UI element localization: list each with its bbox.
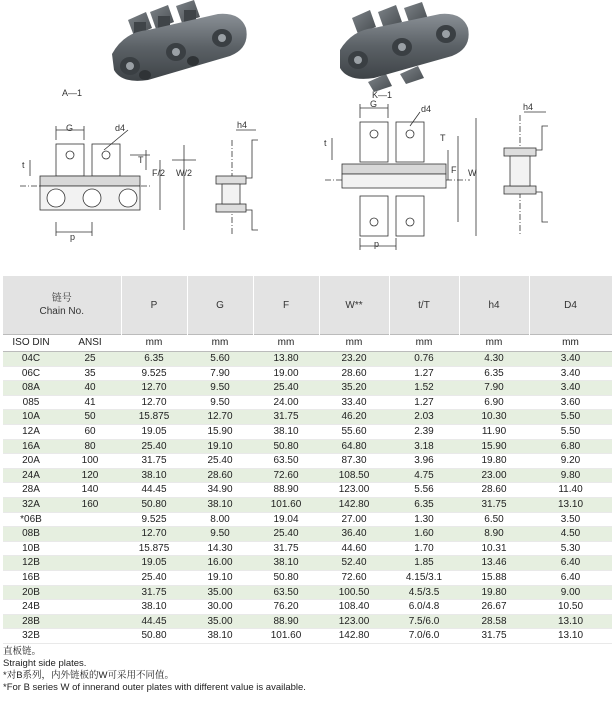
table-cell: 108.50 bbox=[319, 468, 389, 483]
header-h4: h4 bbox=[459, 276, 529, 335]
table-cell bbox=[59, 614, 121, 629]
table-cell: 5.30 bbox=[529, 541, 612, 556]
table-cell: 15.90 bbox=[187, 424, 253, 439]
table-cell: 3.18 bbox=[389, 439, 459, 454]
table-row bbox=[3, 454, 612, 469]
table-cell: 12.70 bbox=[121, 381, 187, 396]
table-cell: 123.00 bbox=[319, 483, 389, 498]
table-cell: 9.00 bbox=[529, 585, 612, 600]
note-line-4: *For B series W of innerand outer plates with different value is available. bbox=[3, 682, 306, 693]
table-cell: 28.60 bbox=[319, 366, 389, 381]
table-cell: 63.50 bbox=[253, 454, 319, 469]
table-cell bbox=[59, 570, 121, 585]
table-cell bbox=[59, 600, 121, 615]
table-cell: 0.76 bbox=[389, 352, 459, 367]
table-cell: 7.0/6.0 bbox=[389, 629, 459, 644]
drawing-k1-side bbox=[504, 112, 548, 236]
table-cell: 11.90 bbox=[459, 424, 529, 439]
table-row bbox=[3, 395, 612, 410]
table-cell: 38.10 bbox=[187, 629, 253, 644]
dim-p-left: p bbox=[70, 232, 76, 242]
table-cell: 46.20 bbox=[319, 410, 389, 425]
table-units-row bbox=[3, 335, 612, 352]
table-cell: 101.60 bbox=[253, 629, 319, 644]
table-cell bbox=[59, 585, 121, 600]
table-cell: 35.00 bbox=[187, 585, 253, 600]
table-cell: 14.30 bbox=[187, 541, 253, 556]
table-cell: 25.40 bbox=[253, 527, 319, 542]
dim-t-right: t bbox=[324, 138, 327, 148]
table-cell: 9.20 bbox=[529, 454, 612, 469]
table-cell: 72.60 bbox=[319, 570, 389, 585]
table-cell: 1.27 bbox=[389, 395, 459, 410]
table-cell: 31.75 bbox=[459, 497, 529, 512]
table-cell: 08A bbox=[3, 381, 59, 396]
table-cell: 1.27 bbox=[389, 366, 459, 381]
table-cell: 24A bbox=[3, 468, 59, 483]
table-cell: 13.80 bbox=[253, 352, 319, 367]
table-cell: 38.10 bbox=[253, 424, 319, 439]
table-row bbox=[3, 439, 612, 454]
table-cell: 33.40 bbox=[319, 395, 389, 410]
table-cell: 9.50 bbox=[187, 527, 253, 542]
technical-drawings bbox=[0, 0, 615, 265]
dim-g-right: G bbox=[370, 99, 378, 109]
table-cell: 31.75 bbox=[459, 629, 529, 644]
unit-cell: ANSI bbox=[59, 335, 121, 352]
table-cell: 41 bbox=[59, 395, 121, 410]
table-cell: 19.10 bbox=[187, 439, 253, 454]
table-cell: 13.10 bbox=[529, 497, 612, 512]
header-f: F bbox=[253, 276, 319, 335]
table-cell: 24.00 bbox=[253, 395, 319, 410]
table-cell: 32B bbox=[3, 629, 59, 644]
table-cell bbox=[59, 527, 121, 542]
table-cell: 19.00 bbox=[253, 366, 319, 381]
table-row bbox=[3, 468, 612, 483]
table-cell: 19.04 bbox=[253, 512, 319, 527]
header-chain-no-cn: 链号 bbox=[51, 293, 72, 304]
table-cell: 4.75 bbox=[389, 468, 459, 483]
table-cell: 1.30 bbox=[389, 512, 459, 527]
table-cell: 7.90 bbox=[187, 366, 253, 381]
dim-f-right: F bbox=[451, 165, 457, 175]
table-row bbox=[3, 410, 612, 425]
drawings-svg bbox=[0, 0, 615, 265]
table-row bbox=[3, 352, 612, 367]
dim-p-right: p bbox=[374, 239, 380, 249]
unit-cell: mm bbox=[529, 335, 612, 352]
table-cell: 13.10 bbox=[529, 614, 612, 629]
table-cell: 142.80 bbox=[319, 629, 389, 644]
chain-photo-a1 bbox=[112, 0, 247, 81]
table-cell: 4.5/3.5 bbox=[389, 585, 459, 600]
dim-g-left: G bbox=[66, 123, 74, 133]
figure-label-k1: K—1 bbox=[372, 90, 393, 100]
table-cell: 23.20 bbox=[319, 352, 389, 367]
table-cell: 10.30 bbox=[459, 410, 529, 425]
table-cell: 13.46 bbox=[459, 556, 529, 571]
table-row bbox=[3, 381, 612, 396]
table-cell: 28.58 bbox=[459, 614, 529, 629]
table-cell: 3.50 bbox=[529, 512, 612, 527]
note-line-2: Straight side plates. bbox=[3, 658, 87, 669]
table-cell: 23.00 bbox=[459, 468, 529, 483]
table-cell: 7.90 bbox=[459, 381, 529, 396]
table-cell: 3.40 bbox=[529, 352, 612, 367]
table-cell: 5.50 bbox=[529, 424, 612, 439]
table-cell: 8.00 bbox=[187, 512, 253, 527]
table-cell: 88.90 bbox=[253, 614, 319, 629]
table-cell: 6.35 bbox=[459, 366, 529, 381]
header-w: W** bbox=[319, 276, 389, 335]
table-cell: 8.90 bbox=[459, 527, 529, 542]
table-cell: 10.31 bbox=[459, 541, 529, 556]
table-cell: 38.10 bbox=[253, 556, 319, 571]
table-cell: 120 bbox=[59, 468, 121, 483]
table-cell: 08B bbox=[3, 527, 59, 542]
table-cell: 50.80 bbox=[253, 570, 319, 585]
header-chain-no-en: Chain No. bbox=[39, 306, 84, 317]
chain-spec-table bbox=[3, 276, 613, 644]
table-cell: 6.80 bbox=[529, 439, 612, 454]
table-cell: 1.60 bbox=[389, 527, 459, 542]
dim-f2-left: F/2 bbox=[152, 168, 166, 178]
table-cell: 38.10 bbox=[121, 468, 187, 483]
table-cell: 3.60 bbox=[529, 395, 612, 410]
table-cell: 19.05 bbox=[121, 556, 187, 571]
table-cell: 25.40 bbox=[253, 381, 319, 396]
table-cell: 88.90 bbox=[253, 483, 319, 498]
table-cell: 4.30 bbox=[459, 352, 529, 367]
header-p: P bbox=[121, 276, 187, 335]
table-cell: 76.20 bbox=[253, 600, 319, 615]
table-row bbox=[3, 483, 612, 498]
table-cell: 9.50 bbox=[187, 381, 253, 396]
table-cell: 06C bbox=[3, 366, 59, 381]
dim-w-right: W bbox=[468, 168, 477, 178]
note-line-1: 直板链。 bbox=[3, 646, 42, 657]
table-cell: *06B bbox=[3, 512, 59, 527]
table-cell: 160 bbox=[59, 497, 121, 512]
table-cell: 2.03 bbox=[389, 410, 459, 425]
dim-t-left: t bbox=[22, 160, 25, 170]
table-row bbox=[3, 629, 612, 644]
table-cell: 04C bbox=[3, 352, 59, 367]
table-cell: 28B bbox=[3, 614, 59, 629]
table-cell: 12.70 bbox=[121, 527, 187, 542]
table-row bbox=[3, 512, 612, 527]
note-line-3: *对B系列，内外链板的W可采用不同值。 bbox=[3, 670, 175, 681]
table-cell: 19.05 bbox=[121, 424, 187, 439]
table-cell: 35.20 bbox=[319, 381, 389, 396]
unit-cell: mm bbox=[389, 335, 459, 352]
table-row bbox=[3, 614, 612, 629]
table-cell: 6.35 bbox=[389, 497, 459, 512]
table-cell: 15.88 bbox=[459, 570, 529, 585]
table-cell: 28.60 bbox=[459, 483, 529, 498]
table-cell: 6.40 bbox=[529, 570, 612, 585]
table-cell: 100.50 bbox=[319, 585, 389, 600]
table-cell: 36.40 bbox=[319, 527, 389, 542]
drawing-a1-front bbox=[20, 126, 196, 236]
table-cell: 142.80 bbox=[319, 497, 389, 512]
table-cell: 100 bbox=[59, 454, 121, 469]
table-cell: 32A bbox=[3, 497, 59, 512]
table-cell: 3.40 bbox=[529, 366, 612, 381]
dim-h4-left: h4 bbox=[237, 120, 248, 130]
table-cell: 10B bbox=[3, 541, 59, 556]
table-cell: 50 bbox=[59, 410, 121, 425]
table-cell: 38.10 bbox=[121, 600, 187, 615]
table-cell: 44.60 bbox=[319, 541, 389, 556]
dim-w2-left: W/2 bbox=[176, 168, 193, 178]
table-cell: 11.40 bbox=[529, 483, 612, 498]
table-cell: 40 bbox=[59, 381, 121, 396]
table-cell: 1.52 bbox=[389, 381, 459, 396]
table-cell: 63.50 bbox=[253, 585, 319, 600]
table-cell: 24B bbox=[3, 600, 59, 615]
table-cell: 72.60 bbox=[253, 468, 319, 483]
header-chain-no bbox=[3, 276, 121, 335]
table-body bbox=[3, 352, 612, 644]
table-row bbox=[3, 366, 612, 381]
table-cell: 50.80 bbox=[121, 629, 187, 644]
table-cell: 30.00 bbox=[187, 600, 253, 615]
unit-cell: mm bbox=[319, 335, 389, 352]
table-cell: 20B bbox=[3, 585, 59, 600]
unit-cell: mm bbox=[253, 335, 319, 352]
table-cell: 15.875 bbox=[121, 541, 187, 556]
table-cell: 25 bbox=[59, 352, 121, 367]
table-cell: 10A bbox=[3, 410, 59, 425]
table-row bbox=[3, 556, 612, 571]
drawing-a1-side bbox=[216, 130, 258, 236]
dim-T-left: T bbox=[138, 155, 144, 165]
dim-T-right: T bbox=[440, 133, 446, 143]
table-cell: 4.15/3.1 bbox=[389, 570, 459, 585]
table-cell: 60 bbox=[59, 424, 121, 439]
table-cell bbox=[59, 541, 121, 556]
table-cell: 4.50 bbox=[529, 527, 612, 542]
table-cell: 35.00 bbox=[187, 614, 253, 629]
table-cell: 27.00 bbox=[319, 512, 389, 527]
table-cell: 10.50 bbox=[529, 600, 612, 615]
table-cell: 80 bbox=[59, 439, 121, 454]
table-cell: 1.70 bbox=[389, 541, 459, 556]
table-cell: 15.90 bbox=[459, 439, 529, 454]
table-cell: 5.56 bbox=[389, 483, 459, 498]
table-cell: 6.35 bbox=[121, 352, 187, 367]
table-cell: 44.45 bbox=[121, 483, 187, 498]
table-cell: 101.60 bbox=[253, 497, 319, 512]
table-cell: 1.85 bbox=[389, 556, 459, 571]
table-row bbox=[3, 570, 612, 585]
drawing-k1-front bbox=[325, 104, 476, 250]
table-cell: 140 bbox=[59, 483, 121, 498]
table-cell: 44.45 bbox=[121, 614, 187, 629]
table-cell: 16A bbox=[3, 439, 59, 454]
unit-cell: mm bbox=[187, 335, 253, 352]
table-cell: 085 bbox=[3, 395, 59, 410]
table-cell: 28A bbox=[3, 483, 59, 498]
header-t-T: t/T bbox=[389, 276, 459, 335]
unit-cell: mm bbox=[121, 335, 187, 352]
table-cell: 16.00 bbox=[187, 556, 253, 571]
table-cell: 64.80 bbox=[319, 439, 389, 454]
header-g: G bbox=[187, 276, 253, 335]
unit-cell: mm bbox=[459, 335, 529, 352]
table-cell: 31.75 bbox=[121, 585, 187, 600]
table-cell: 12B bbox=[3, 556, 59, 571]
table-cell: 3.96 bbox=[389, 454, 459, 469]
table-cell: 31.75 bbox=[253, 410, 319, 425]
table-cell: 9.50 bbox=[187, 395, 253, 410]
table-cell: 6.40 bbox=[529, 556, 612, 571]
table-cell: 19.80 bbox=[459, 585, 529, 600]
table-cell: 6.90 bbox=[459, 395, 529, 410]
table-cell: 31.75 bbox=[121, 454, 187, 469]
table-header-row bbox=[3, 276, 612, 335]
table-row bbox=[3, 585, 612, 600]
table-cell bbox=[59, 556, 121, 571]
unit-cell: ISO DIN bbox=[3, 335, 59, 352]
table-cell: 25.40 bbox=[121, 439, 187, 454]
table-cell: 34.90 bbox=[187, 483, 253, 498]
table-cell: 35 bbox=[59, 366, 121, 381]
header-d4: D4 bbox=[529, 276, 612, 335]
table-cell: 6.50 bbox=[459, 512, 529, 527]
table-cell: 55.60 bbox=[319, 424, 389, 439]
table-cell: 19.10 bbox=[187, 570, 253, 585]
table-cell: 19.80 bbox=[459, 454, 529, 469]
table-cell: 9.525 bbox=[121, 512, 187, 527]
figure-label-a1: A—1 bbox=[62, 88, 83, 98]
table-cell: 87.30 bbox=[319, 454, 389, 469]
table-cell: 9.80 bbox=[529, 468, 612, 483]
table-cell: 12.70 bbox=[187, 410, 253, 425]
table-row bbox=[3, 424, 612, 439]
table-cell: 123.00 bbox=[319, 614, 389, 629]
table-cell: 38.10 bbox=[187, 497, 253, 512]
table-cell: 16B bbox=[3, 570, 59, 585]
table-cell: 5.60 bbox=[187, 352, 253, 367]
table-cell: 13.10 bbox=[529, 629, 612, 644]
table-cell: 5.50 bbox=[529, 410, 612, 425]
table-cell: 9.525 bbox=[121, 366, 187, 381]
dim-d4-right: d4 bbox=[421, 104, 432, 114]
table-cell: 25.40 bbox=[187, 454, 253, 469]
table-row bbox=[3, 527, 612, 542]
table-cell: 52.40 bbox=[319, 556, 389, 571]
table-cell: 20A bbox=[3, 454, 59, 469]
table-cell: 31.75 bbox=[253, 541, 319, 556]
table-cell: 15.875 bbox=[121, 410, 187, 425]
table-cell bbox=[59, 512, 121, 527]
table-cell: 7.5/6.0 bbox=[389, 614, 459, 629]
dim-h4-right: h4 bbox=[523, 102, 534, 112]
table-row bbox=[3, 497, 612, 512]
dim-d4-left: d4 bbox=[115, 123, 126, 133]
table-cell: 26.67 bbox=[459, 600, 529, 615]
chain-photo-k1 bbox=[340, 2, 469, 92]
table-row bbox=[3, 600, 612, 615]
table-cell: 6.0/4.8 bbox=[389, 600, 459, 615]
table-cell: 28.60 bbox=[187, 468, 253, 483]
table-cell bbox=[59, 629, 121, 644]
table-cell: 12A bbox=[3, 424, 59, 439]
footnotes bbox=[3, 646, 306, 694]
table-cell: 12.70 bbox=[121, 395, 187, 410]
table-cell: 3.40 bbox=[529, 381, 612, 396]
table-cell: 25.40 bbox=[121, 570, 187, 585]
table-cell: 108.40 bbox=[319, 600, 389, 615]
table-cell: 50.80 bbox=[253, 439, 319, 454]
table-cell: 2.39 bbox=[389, 424, 459, 439]
table-row bbox=[3, 541, 612, 556]
table-cell: 50.80 bbox=[121, 497, 187, 512]
